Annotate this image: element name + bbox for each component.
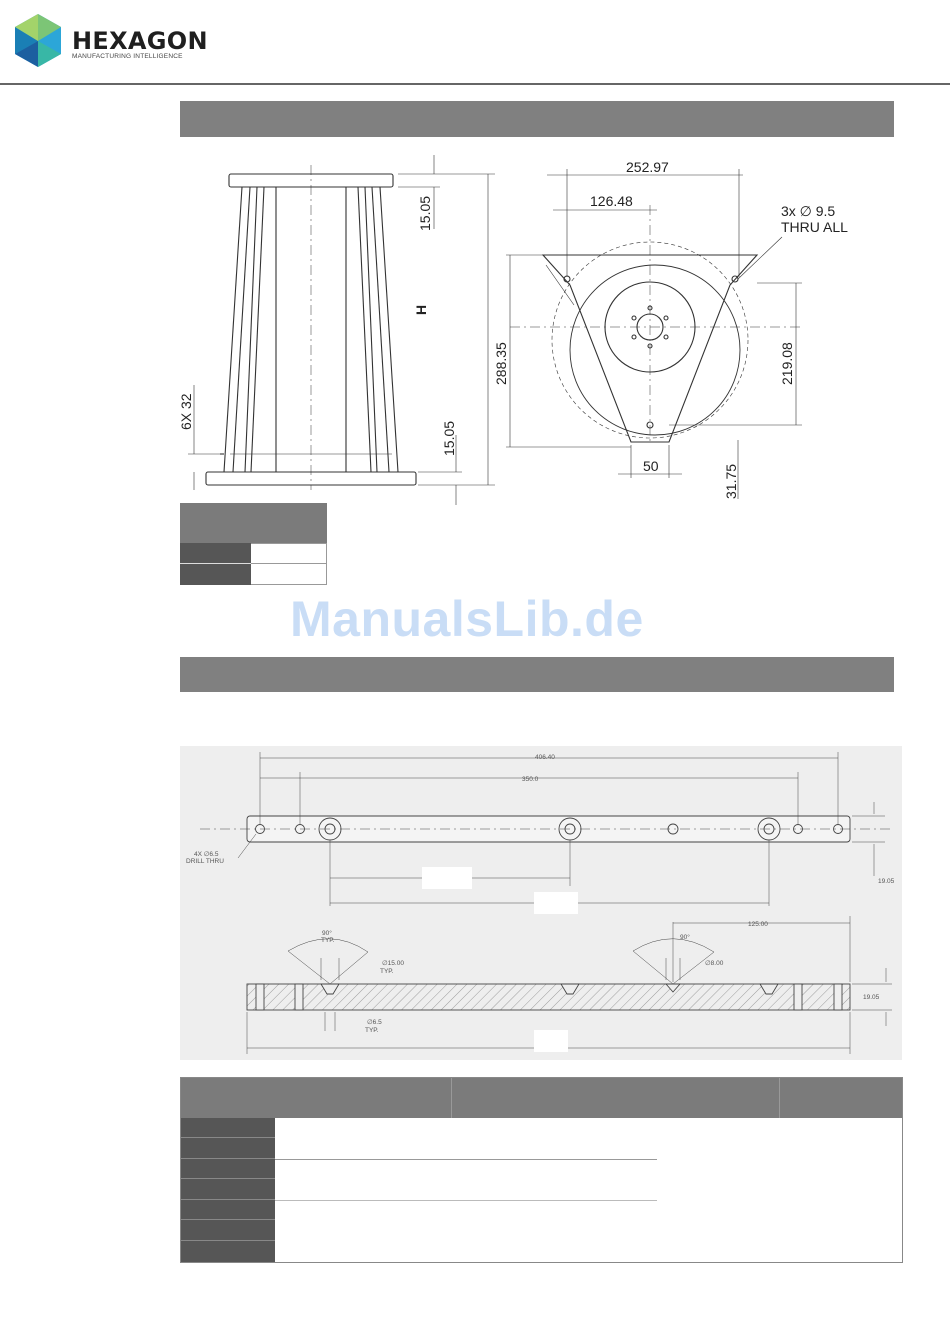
table-row-label-1 [181, 1118, 275, 1138]
section-header-band-1 [180, 101, 894, 137]
table-header-divider-2 [779, 1078, 780, 1118]
watermark: ManualsLib.de [290, 591, 644, 647]
dim-219: 219.08 [779, 342, 795, 385]
pedestal-top-view [506, 169, 802, 499]
dim-288: 288.35 [493, 342, 509, 385]
table-row-label-2 [181, 1138, 275, 1159]
dim-bottom-thickness: 15.05 [441, 420, 457, 456]
counterbore-right: ∅8.00 [705, 960, 724, 967]
angle-left: 90° [322, 930, 332, 937]
dim-foot-label: 6X 32 [178, 393, 194, 430]
dim-252: 252.97 [626, 159, 669, 175]
table-row-separator-1 [275, 1159, 657, 1160]
dim-125: 125.00 [748, 921, 768, 928]
drill-note-line1: 4X ∅6.5 [194, 851, 219, 858]
angle-right: 90° [680, 934, 690, 941]
bar-plan-view [200, 752, 890, 914]
header [0, 0, 950, 84]
drill-note-line2: DRILL THRU [186, 858, 224, 865]
table-row-label-5 [181, 1200, 275, 1220]
table-row-separator-2 [275, 1200, 657, 1201]
dim-50: 50 [643, 458, 659, 474]
header-divider [0, 83, 950, 85]
table-header [181, 1078, 902, 1118]
small-table-row-1-label [180, 543, 251, 564]
bottom-table [180, 1077, 903, 1263]
table-row-label-3 [181, 1159, 275, 1179]
small-table [180, 503, 327, 585]
dim-19-side: 19.05 [863, 994, 880, 1001]
table-row-label-7 [181, 1241, 275, 1262]
small-table-header [180, 503, 327, 543]
angle-left-typ: TYP. [321, 937, 335, 944]
counterbore-left-typ: TYP. [380, 968, 394, 975]
dim-top-thickness: 15.05 [417, 195, 433, 231]
counterbore-left: ∅15.00 [382, 960, 404, 967]
hole-bottom: ∅6.5 [367, 1019, 382, 1026]
small-table-row-2-value [251, 564, 327, 585]
table-row-label-4 [181, 1179, 275, 1200]
dim-19-top: 19.05 [878, 878, 895, 885]
table-header-divider-1 [451, 1078, 452, 1118]
hole-note-line2: THRU ALL [781, 219, 848, 235]
small-table-row-2-label [180, 564, 251, 585]
brand-tagline: MANUFACTURING INTELLIGENCE [72, 53, 183, 60]
hole-note-line1: 3x ∅ 9.5 [781, 203, 836, 219]
dim-height-label: H [413, 304, 429, 315]
table-row-label-6 [181, 1220, 275, 1241]
dim-406: 406.40 [535, 754, 555, 761]
bar-drawing [180, 746, 902, 1060]
brand-name: HEXAGON [72, 27, 208, 55]
hexagon-logo-icon [14, 14, 62, 68]
dim-126: 126.48 [590, 193, 633, 209]
dim-31: 31.75 [723, 463, 739, 499]
small-table-row-1-value [251, 543, 327, 564]
hole-bottom-typ: TYP. [365, 1027, 379, 1034]
pedestal-drawing [160, 145, 880, 505]
bar-section-view [247, 916, 892, 1054]
dim-350: 350.0 [522, 776, 539, 783]
section-header-band-2 [180, 657, 894, 692]
